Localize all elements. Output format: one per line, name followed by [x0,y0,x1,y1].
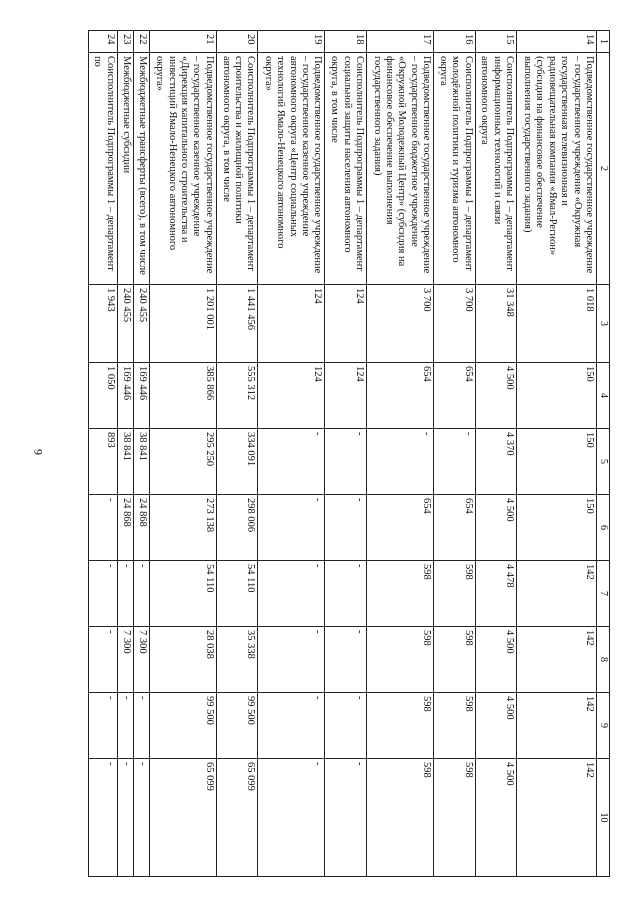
value-cell: 54 110 [216,561,258,627]
column-header: 10 [597,759,610,877]
value-cell: 555 312 [216,363,258,429]
row-description: Подведомственное государственное учреждение – государственное казенное учреждение «Дирекция капитального строительства и инвестиций Ямало-Ненецкого автономного округа» [149,53,216,285]
table-row [517,31,597,877]
column-header: 1 [597,31,610,53]
column-header: 3 [597,285,610,363]
value-cell: 385 866 [149,363,216,429]
value-cell: 3 700 [366,285,433,363]
row-description: Межбюджетные субсидии [117,53,133,285]
value-cell: 142 [517,759,597,877]
value-cell: 99 500 [216,693,258,759]
column-header: 8 [597,627,610,693]
value-cell: 893 [89,429,118,495]
value-cell: - [258,561,325,627]
value-cell: 169 446 [117,363,133,429]
value-cell: 142 [517,693,597,759]
value-cell: 598 [434,627,476,693]
table-row [117,31,133,877]
row-number: 20 [216,31,258,53]
value-cell: 1 018 [517,285,597,363]
value-cell: 598 [366,561,433,627]
value-cell: 7 300 [117,627,133,693]
value-cell: - [258,429,325,495]
row-number: 21 [149,31,216,53]
value-cell: - [325,429,367,495]
value-cell: 150 [517,429,597,495]
value-cell: - [117,759,133,877]
row-description: Соисполнитель Подпрограммы 1 – департамент молодёжной политики и туризма автономного округа [434,53,476,285]
value-cell: - [133,759,149,877]
row-description: Подведомственное государственное учреждение – государственное казенное учреждение автономного округа «Центр социальных технологий Ямало-Ненецкого автономного округа» [258,53,325,285]
value-cell: 35 338 [216,627,258,693]
value-cell: - [89,495,118,561]
value-cell: 1 050 [89,363,118,429]
value-cell: 169 446 [133,363,149,429]
table-row [89,31,118,877]
value-cell: - [89,627,118,693]
value-cell: 4 500 [475,693,517,759]
column-header: 5 [597,429,610,495]
value-cell: 1 943 [89,285,118,363]
value-cell: - [258,759,325,877]
row-number: 14 [517,31,597,53]
row-number: 23 [117,31,133,53]
table-row [149,31,216,877]
value-cell: - [89,693,118,759]
value-cell: 298 006 [216,495,258,561]
header-row [597,31,610,877]
value-cell: - [258,495,325,561]
value-cell: 124 [325,285,367,363]
table-row [133,31,149,877]
value-cell: - [258,693,325,759]
value-cell: - [89,759,118,877]
value-cell: 124 [258,285,325,363]
row-description: Соисполнитель Подпрограммы 1 – департамент социальной защиты населения автономного округа, в том числе [325,53,367,285]
value-cell: - [434,429,476,495]
row-number: 19 [258,31,325,53]
value-cell: 24 868 [133,495,149,561]
value-cell: 334 091 [216,429,258,495]
value-cell: - [117,693,133,759]
row-number: 15 [475,31,517,53]
column-header: 2 [597,53,610,285]
value-cell: - [89,561,118,627]
value-cell: 3 700 [434,285,476,363]
value-cell: - [117,561,133,627]
value-cell: 654 [434,495,476,561]
value-cell: 598 [366,627,433,693]
value-cell: - [366,429,433,495]
value-cell: 1 441 456 [216,285,258,363]
value-cell: - [325,627,367,693]
table-row [475,31,517,877]
value-cell: 240 455 [133,285,149,363]
value-cell: 4 370 [475,429,517,495]
value-cell: - [325,693,367,759]
value-cell: 142 [517,561,597,627]
value-cell: 273 138 [149,495,216,561]
row-description: Соисполнитель Подпрограммы 1 – департамент информационных технологий и связи автономного округа [475,53,517,285]
value-cell: 124 [325,363,367,429]
value-cell: 4 500 [475,363,517,429]
row-number: 22 [133,31,149,53]
row-number: 16 [434,31,476,53]
value-cell: 4 500 [475,495,517,561]
row-description: Соисполнитель Подпрограммы 1 – департамент строительства и жилищной политики автономного округа, в том числе [216,53,258,285]
value-cell: - [325,495,367,561]
row-description: Подведомственное государственное учреждение – государственное бюджетное учреждение «Окружной Молодежный Центр» (субсидия на финансовое обеспечение выполнения государственного задания) [366,53,433,285]
page-number: 9 [31,449,46,455]
value-cell: 38 841 [117,429,133,495]
row-description: Соисполнитель Подпрограммы 1 – департамент по [89,53,118,285]
value-cell: 4 500 [475,759,517,877]
value-cell: - [325,759,367,877]
value-cell: 4 500 [475,627,517,693]
column-header: 6 [597,495,610,561]
value-cell: - [325,561,367,627]
value-cell: 142 [517,627,597,693]
value-cell: 38 841 [133,429,149,495]
value-cell: 598 [434,759,476,877]
row-number: 18 [325,31,367,53]
table-row [258,31,325,877]
column-header: 9 [597,693,610,759]
value-cell: 240 455 [117,285,133,363]
value-cell: 54 110 [149,561,216,627]
value-cell: - [258,627,325,693]
value-cell: 28 038 [149,627,216,693]
value-cell: 295 250 [149,429,216,495]
value-cell: 654 [366,363,433,429]
value-cell: 4 478 [475,561,517,627]
column-header: 4 [597,363,610,429]
column-header: 7 [597,561,610,627]
row-number: 17 [366,31,433,53]
budget-table [88,30,610,877]
rotated-table-container [88,30,610,876]
value-cell: 65 099 [149,759,216,877]
row-description: Подведомственное государственное учреждение – государственное учреждение «Окружная государственная телевизионная и радиовещательная компания «Ямал-Регион» (субсидия на финансовое обеспечение выполнения государственного задания) [517,53,597,285]
table-row [366,31,433,877]
value-cell: 654 [434,363,476,429]
value-cell: - [133,561,149,627]
value-cell: - [133,693,149,759]
table-row [216,31,258,877]
value-cell: 124 [258,363,325,429]
value-cell: 654 [366,495,433,561]
row-description: Межбюджетные трансферты (всего), в том числе [133,53,149,285]
value-cell: 65 099 [216,759,258,877]
value-cell: 598 [434,693,476,759]
value-cell: 1 201 001 [149,285,216,363]
value-cell: 31 348 [475,285,517,363]
value-cell: 150 [517,363,597,429]
value-cell: 598 [434,561,476,627]
value-cell: 150 [517,495,597,561]
table-row [434,31,476,877]
value-cell: 7 300 [133,627,149,693]
value-cell: 598 [366,693,433,759]
value-cell: 24 868 [117,495,133,561]
value-cell: 99 500 [149,693,216,759]
row-number: 24 [89,31,118,53]
value-cell: 598 [366,759,433,877]
table-row [325,31,367,877]
